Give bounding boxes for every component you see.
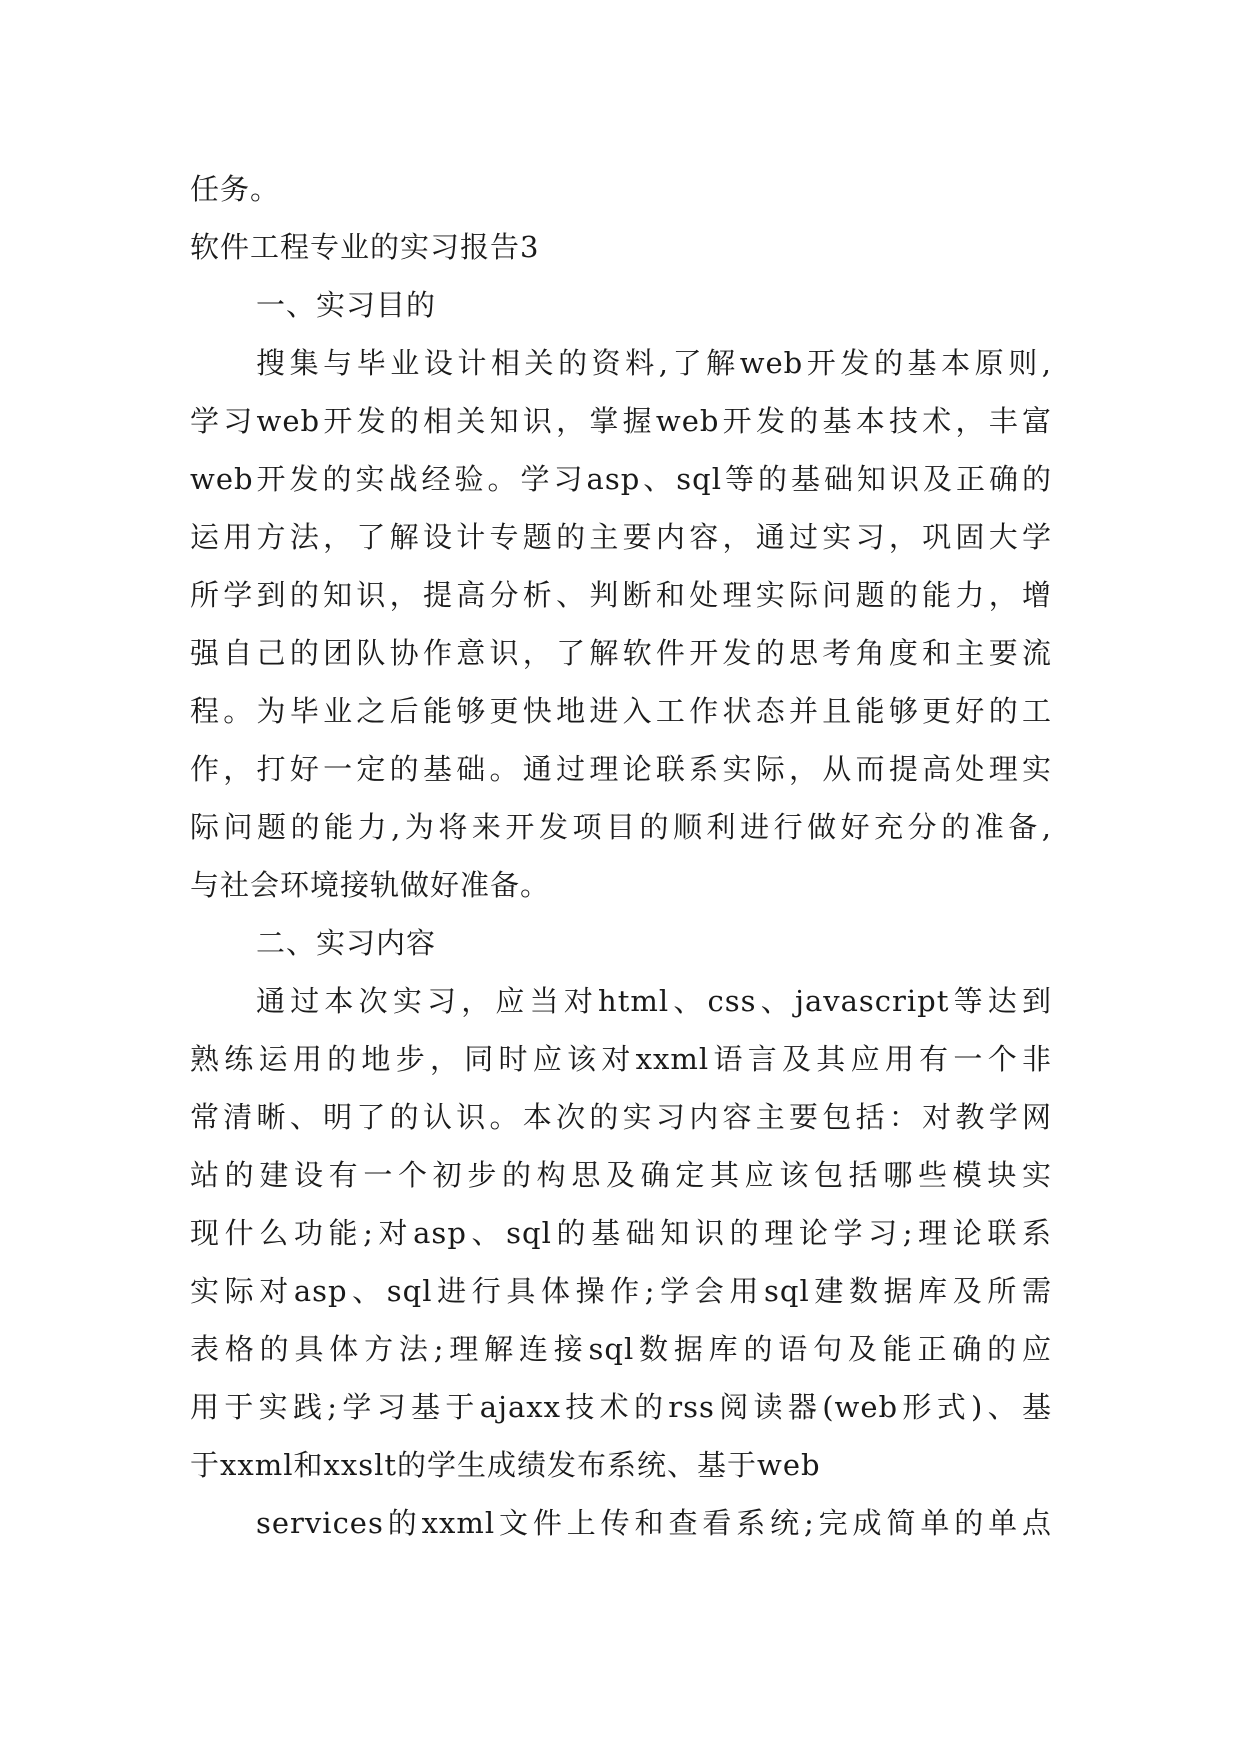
paragraph-line: services的xxml文件上传和查看系统;完成简单的单点 xyxy=(256,1506,1052,1540)
report-title: 软件工程专业的实习报告3 xyxy=(190,230,540,264)
paragraph-line: 熟练运用的地步，同时应该对xxml语言及其应用有一个非 xyxy=(190,1042,1052,1076)
paragraph-line: 强自己的团队协作意识，了解软件开发的思考角度和主要流 xyxy=(190,636,1052,670)
paragraph-line: web开发的实战经验。学习asp、sql等的基础知识及正确的 xyxy=(190,462,1052,496)
paragraph-line: 运用方法，了解设计专题的主要内容，通过实习，巩固大学 xyxy=(190,520,1052,554)
paragraph-line: 学习web开发的相关知识，掌握web开发的基本技术，丰富 xyxy=(190,404,1052,438)
paragraph-line: 站的建设有一个初步的构思及确定其应该包括哪些模块实 xyxy=(190,1158,1052,1192)
paragraph-line: 现什么功能;对asp、sql的基础知识的理论学习;理论联系 xyxy=(190,1216,1052,1250)
paragraph-line: 程。为毕业之后能够更快地进入工作状态并且能够更好的工 xyxy=(190,694,1052,728)
section-heading-purpose: 一、实习目的 xyxy=(256,288,437,322)
paragraph-line: 通过本次实习，应当对html、css、javascript等达到 xyxy=(256,984,1052,1018)
document-page xyxy=(190,160,1052,1552)
paragraph-line: 用于实践;学习基于ajaxx技术的rss阅读器(web形式)、基 xyxy=(190,1390,1052,1424)
paragraph-line: 与社会环境接轨做好准备。 xyxy=(190,868,551,902)
paragraph-line: 作，打好一定的基础。通过理论联系实际，从而提高处理实 xyxy=(190,752,1052,786)
paragraph-line: 常清晰、明了的认识。本次的实习内容主要包括：对教学网 xyxy=(190,1100,1052,1134)
paragraph-line: 所学到的知识，提高分析、判断和处理实际问题的能力，增 xyxy=(190,578,1052,612)
paragraph-line: 于xxml和xxslt的学生成绩发布系统、基于web xyxy=(190,1448,821,1482)
paragraph-line: 实际对asp、sql进行具体操作;学会用sql建数据库及所需 xyxy=(190,1274,1052,1308)
section-heading-content: 二、实习内容 xyxy=(256,926,437,960)
paragraph-line: 搜集与毕业设计相关的资料,了解web开发的基本原则, xyxy=(256,346,1052,380)
paragraph-line: 际问题的能力,为将来开发项目的顺利进行做好充分的准备, xyxy=(190,810,1052,844)
paragraph-line: 表格的具体方法;理解连接sql数据库的语句及能正确的应 xyxy=(190,1332,1052,1366)
text-line: 任务。 xyxy=(190,172,281,206)
